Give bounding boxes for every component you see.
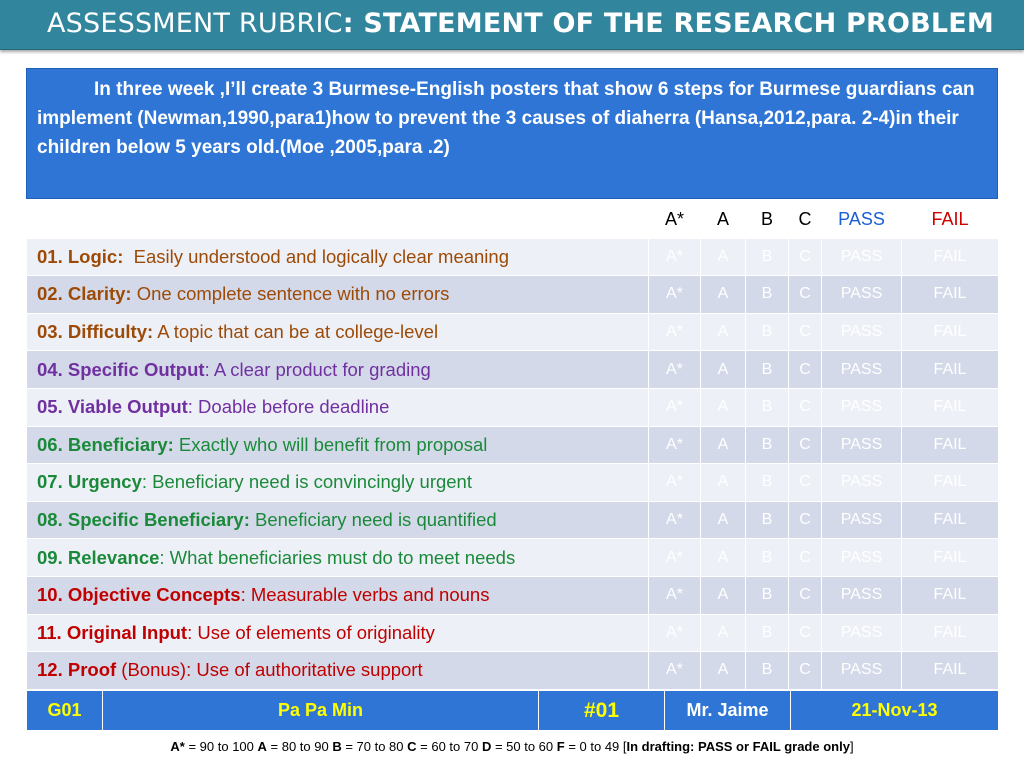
grade-option[interactable]: A* [649, 238, 701, 276]
criterion-row [27, 313, 999, 351]
footer-table [26, 690, 999, 731]
grade-option[interactable]: PASS [822, 351, 902, 389]
criterion-name: Original Input [66, 621, 188, 643]
criterion-name: Viable Output [67, 396, 188, 418]
grade-option[interactable]: FAIL [902, 576, 999, 614]
footer-number: #01 [539, 691, 665, 731]
criterion-label: 11. [37, 621, 62, 643]
criterion-cell [27, 426, 649, 464]
grade-option[interactable]: B [746, 238, 789, 276]
legend-note: In drafting: PASS or FAIL grade only [626, 739, 850, 754]
grade-option[interactable]: C [789, 501, 822, 539]
grade-option[interactable]: C [789, 313, 822, 351]
criterion-name: Urgency [67, 471, 142, 493]
grade-option[interactable]: PASS [822, 652, 902, 690]
legend-d: D [481, 739, 492, 754]
grade-option[interactable]: A* [649, 576, 701, 614]
footer-student: Pa Pa Min [103, 691, 539, 731]
grade-option[interactable]: B [746, 539, 789, 577]
grade-option[interactable]: FAIL [902, 388, 999, 426]
legend-c-range: = 60 to 70 [416, 739, 482, 754]
page-title [47, 8, 994, 39]
footer-group: G01 [27, 691, 103, 731]
grade-option[interactable]: A* [649, 426, 701, 464]
rubric-table [26, 200, 999, 690]
grade-option[interactable]: A* [649, 276, 701, 314]
criterion-row [27, 614, 999, 652]
grade-option[interactable]: C [789, 539, 822, 577]
criterion-cell [27, 388, 649, 426]
criterion-row [27, 464, 999, 502]
criterion-description: Beneficiary need is quantified [249, 509, 497, 531]
title-light: ASSESSMENT RUBRIC [47, 8, 343, 39]
criterion-name: Specific Output [67, 358, 205, 380]
grade-option[interactable]: FAIL [902, 313, 999, 351]
grade-option[interactable]: A* [649, 388, 701, 426]
grade-option[interactable]: A [701, 464, 746, 502]
criterion-description: A topic that can be at college-level [153, 321, 439, 343]
grade-option[interactable]: A [701, 388, 746, 426]
grade-option[interactable]: A [701, 652, 746, 690]
criterion-name: Logic: [67, 245, 124, 267]
criterion-description: : Use of elements of originality [187, 621, 435, 643]
grade-option[interactable]: B [746, 652, 789, 690]
header-c: C [789, 201, 822, 239]
grade-option[interactable]: C [789, 351, 822, 389]
criterion-cell [27, 351, 649, 389]
criterion-description: Easily understood and logically clear meaning [123, 245, 509, 267]
title-bold: : STATEMENT OF THE RESEARCH PROBLEM [342, 8, 994, 39]
header-b: B [746, 201, 789, 239]
criterion-row [27, 652, 999, 690]
criterion-description: (Bonus): Use of authoritative support [116, 659, 423, 681]
header-a: A [701, 201, 746, 239]
grade-option[interactable]: PASS [822, 426, 902, 464]
grade-option[interactable]: PASS [822, 313, 902, 351]
grade-option[interactable]: FAIL [902, 539, 999, 577]
criterion-label: 10. [37, 584, 63, 606]
grade-option[interactable]: FAIL [902, 501, 999, 539]
criterion-description: : A clear product for grading [204, 358, 431, 380]
criterion-row [27, 576, 999, 614]
criterion-label: 09. [37, 546, 63, 568]
grade-option[interactable]: A [701, 313, 746, 351]
criterion-label: 03. [37, 321, 63, 343]
criterion-cell [27, 501, 649, 539]
criterion-row [27, 388, 999, 426]
problem-statement: In three week ,I’ll create 3 Burmese-English posters that show 6 steps for Burmese guardians can implement (Newman,1990,para1)how to prevent the 3 causes of diaherra (Hansa,2012,para. 2-4)in their children below 5 years old.(Moe ,2005,para .2) [37, 79, 975, 158]
grade-option[interactable]: FAIL [902, 426, 999, 464]
grade-option[interactable]: PASS [822, 576, 902, 614]
title-bar [0, 0, 1024, 50]
grade-option[interactable]: PASS [822, 501, 902, 539]
criterion-row [27, 351, 999, 389]
criterion-cell [27, 276, 649, 314]
footer-date: 21-Nov-13 [791, 691, 999, 731]
criterion-description: Exactly who will benefit from proposal [173, 433, 488, 455]
grade-option[interactable]: A [701, 426, 746, 464]
criterion-label: 01. [37, 245, 63, 267]
grade-option[interactable]: PASS [822, 614, 902, 652]
grade-option[interactable]: B [746, 351, 789, 389]
grade-option[interactable]: A [701, 351, 746, 389]
criterion-description: : Doable before deadline [187, 396, 390, 418]
header-a-star: A* [649, 201, 701, 239]
criterion-label: 06. [37, 433, 63, 455]
grade-option[interactable]: FAIL [902, 351, 999, 389]
legend-f-range: = 0 to 49 [ [564, 739, 627, 754]
criterion-name: Proof [67, 659, 117, 681]
legend-f: F [556, 739, 565, 754]
criterion-name: Objective Concepts [67, 584, 241, 606]
criterion-description: One complete sentence with no errors [131, 283, 450, 305]
criterion-description: : What beneficiaries must do to meet needs [159, 546, 516, 568]
criterion-label: 08. [37, 509, 63, 531]
criterion-label: 07. [37, 471, 63, 493]
problem-statement-box [26, 68, 998, 199]
grade-option[interactable]: A* [649, 464, 701, 502]
criterion-name: Relevance [67, 546, 160, 568]
legend-a-star-range: = 90 to 100 [184, 739, 258, 754]
grade-option[interactable]: A [701, 501, 746, 539]
grade-option[interactable]: PASS [822, 464, 902, 502]
grade-option[interactable]: FAIL [902, 614, 999, 652]
grade-option[interactable]: C [789, 464, 822, 502]
criterion-row [27, 238, 999, 276]
grade-option[interactable]: A [701, 614, 746, 652]
criterion-row [27, 426, 999, 464]
grade-option[interactable]: FAIL [902, 652, 999, 690]
grade-option[interactable]: FAIL [902, 464, 999, 502]
grade-option[interactable]: PASS [822, 276, 902, 314]
criterion-name: Clarity: [67, 283, 132, 305]
legend-a-range: = 80 to 90 [266, 739, 333, 754]
grade-option[interactable]: FAIL [902, 238, 999, 276]
grade-option[interactable]: C [789, 238, 822, 276]
legend-close: ] [849, 739, 854, 754]
grade-option[interactable]: PASS [822, 238, 902, 276]
criterion-cell [27, 614, 649, 652]
criterion-cell [27, 652, 649, 690]
grade-option[interactable]: B [746, 501, 789, 539]
legend-a: A [257, 739, 267, 754]
grade-option[interactable]: A* [649, 614, 701, 652]
legend-c: C [407, 739, 417, 754]
criterion-name: Specific Beneficiary: [67, 509, 250, 531]
header-fail: FAIL [902, 201, 999, 239]
criterion-cell [27, 539, 649, 577]
grade-legend [0, 739, 1024, 754]
grade-option[interactable]: C [789, 652, 822, 690]
grade-option[interactable]: A* [649, 313, 701, 351]
header-blank [27, 201, 649, 239]
grade-option[interactable]: C [789, 276, 822, 314]
criterion-row [27, 501, 999, 539]
criterion-row [27, 276, 999, 314]
criterion-name: Difficulty: [67, 321, 154, 343]
grade-option[interactable]: C [789, 388, 822, 426]
footer-teacher: Mr. Jaime [665, 691, 791, 731]
grade-option[interactable]: PASS [822, 388, 902, 426]
grade-option[interactable]: B [746, 426, 789, 464]
criterion-name: Beneficiary: [67, 433, 174, 455]
grade-option[interactable]: A* [649, 652, 701, 690]
grade-option[interactable]: FAIL [902, 276, 999, 314]
grade-option[interactable]: C [789, 576, 822, 614]
grade-option[interactable]: B [746, 313, 789, 351]
grade-option[interactable]: A [701, 576, 746, 614]
grade-option[interactable]: A [701, 276, 746, 314]
legend-b-range: = 70 to 80 [341, 739, 408, 754]
criterion-label: 04. [37, 358, 63, 380]
grade-option[interactable]: C [789, 614, 822, 652]
grade-option[interactable]: B [746, 276, 789, 314]
grade-option[interactable]: PASS [822, 539, 902, 577]
grade-option[interactable]: B [746, 614, 789, 652]
legend-b: B [332, 739, 342, 754]
criterion-cell [27, 238, 649, 276]
grade-option[interactable]: A* [649, 501, 701, 539]
grade-option[interactable]: B [746, 464, 789, 502]
criterion-description: : Beneficiary need is convincingly urgent [141, 471, 472, 493]
criterion-cell [27, 576, 649, 614]
legend-d-range: = 50 to 60 [491, 739, 557, 754]
criterion-row [27, 539, 999, 577]
criterion-label: 12. [37, 659, 63, 681]
grade-option[interactable]: A [701, 539, 746, 577]
criterion-cell [27, 313, 649, 351]
grade-header-row [27, 201, 999, 239]
footer-row [27, 691, 999, 731]
grade-option[interactable]: A [701, 238, 746, 276]
grade-option[interactable]: A* [649, 539, 701, 577]
criterion-description: : Measurable verbs and nouns [240, 584, 490, 606]
criterion-label: 02. [37, 283, 63, 305]
grade-option[interactable]: B [746, 576, 789, 614]
grade-option[interactable]: C [789, 426, 822, 464]
legend-a-star: A* [170, 739, 185, 754]
grade-option[interactable]: A* [649, 351, 701, 389]
grade-option[interactable]: B [746, 388, 789, 426]
criterion-label: 05. [37, 396, 63, 418]
header-pass: PASS [822, 201, 902, 239]
criterion-cell [27, 464, 649, 502]
